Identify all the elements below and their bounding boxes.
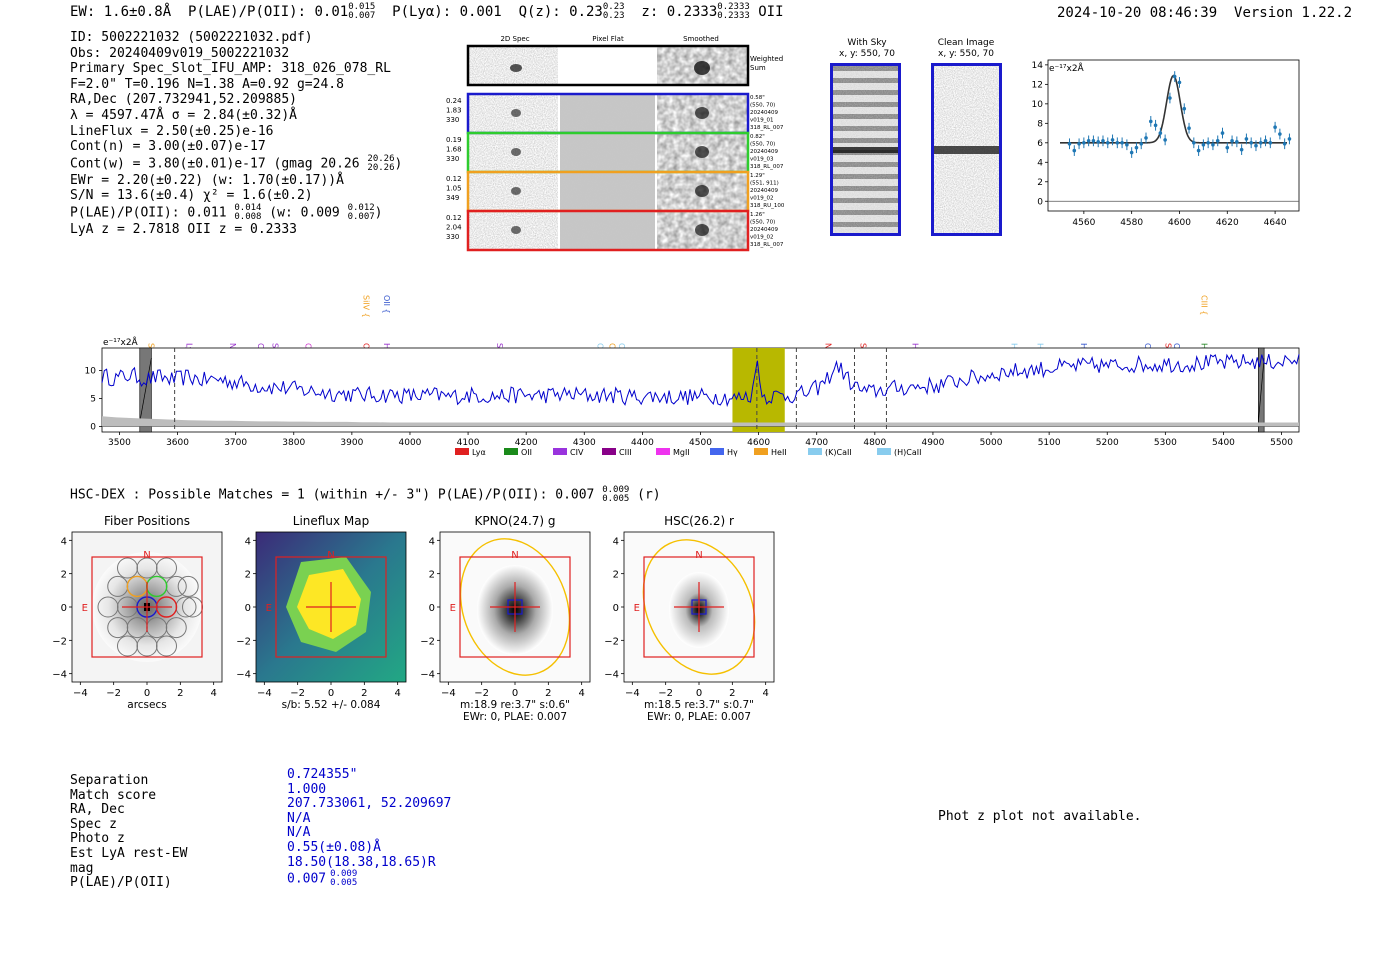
y-tick-label: 4	[244, 536, 251, 548]
header-z-range: 0.2333 0.2333	[717, 2, 750, 21]
info-obs: Obs: 20240409v019_5002221032	[70, 45, 290, 61]
match-label: P(LAE)/P(OII)	[70, 875, 172, 891]
data-point	[1101, 139, 1105, 143]
x-tick-label: 4560	[1072, 218, 1096, 228]
full-spectrum-chart	[80, 275, 1320, 465]
match-value: 0.55(±0.08)Å	[287, 839, 381, 855]
x-tick-label: −2	[106, 688, 122, 699]
image-panel	[236, 514, 406, 711]
data-point	[1144, 136, 1148, 140]
match-label: mag	[70, 860, 94, 876]
cutout-right-stat: 318_RL_007	[750, 242, 784, 248]
legend-swatch	[504, 448, 518, 455]
match-labels	[70, 774, 187, 891]
line-fit-unit: e⁻¹⁷x2Å	[1049, 64, 1084, 74]
y-tick-label: 0	[244, 603, 251, 614]
legend-swatch	[754, 448, 768, 455]
info-radec: RA,Dec (207.732941,52.209885)	[70, 92, 297, 108]
image-panel	[604, 514, 775, 723]
data-point	[1245, 137, 1249, 141]
header-plya: P(Lyα): 0.001	[392, 4, 502, 20]
y-tick-label: 6	[1037, 138, 1043, 149]
x-tick-label: 3900	[340, 438, 364, 448]
x-tick-label: 5000	[979, 438, 1003, 448]
east-marker: E	[81, 603, 88, 614]
y-tick-label: −2	[420, 636, 435, 648]
data-point	[1087, 139, 1091, 143]
legend-label: Lyα	[472, 448, 486, 457]
data-point	[1221, 131, 1225, 135]
y-tick-label: −2	[604, 636, 619, 648]
panel-caption: m:18.9 re:3.7" s:0.6"	[460, 699, 570, 711]
with-sky-title: With Sky x, y: 550, 70	[839, 38, 895, 59]
x-tick-label: −4	[256, 688, 272, 699]
data-point	[1096, 140, 1100, 144]
info-fparams: F=2.0" T=0.196 N=1.38 A=0.92 g=24.8	[70, 76, 344, 92]
cutout-left-stat: 330	[446, 233, 460, 241]
image-panel	[52, 514, 222, 711]
y-tick-label: 10	[1031, 99, 1043, 110]
emission-line-label: CIII {	[1199, 295, 1209, 316]
cutout-left-stat: 0.12	[446, 175, 462, 183]
match-label: Spec z	[70, 816, 117, 832]
match-value: N/A	[287, 825, 311, 841]
clean-image-title: Clean Image x, y: 550, 70	[937, 38, 995, 59]
panel-caption-2: EWr: 0, PLAE: 0.007	[462, 711, 568, 723]
legend-label: MgII	[673, 448, 690, 457]
data-point	[1154, 123, 1158, 127]
x-tick-label: 4	[394, 688, 401, 699]
y-tick-label: 14	[1031, 60, 1043, 71]
cutout-row	[446, 172, 785, 211]
x-tick-label: 5100	[1037, 438, 1061, 448]
data-point	[1278, 132, 1282, 136]
y-tick-label: 4	[60, 536, 67, 548]
cutout-source-smoothed	[695, 107, 709, 119]
x-tick-label: 2	[729, 688, 736, 699]
image-panel	[420, 514, 590, 723]
header-summary	[70, 3, 784, 21]
cutout-pixelflat-noise	[560, 134, 655, 171]
x-tick-label: 4	[210, 688, 217, 699]
data-point	[1120, 141, 1124, 145]
x-tick-label: −4	[72, 688, 88, 699]
north-marker: N	[695, 550, 703, 561]
match-label: RA, Dec	[70, 802, 125, 818]
data-point	[1077, 142, 1081, 146]
clean-image	[933, 65, 1001, 235]
data-point	[1135, 146, 1139, 150]
legend-label: OII	[521, 448, 533, 457]
cutout-left-stat: 0.19	[446, 136, 462, 144]
cutout-source	[511, 109, 521, 117]
cutout-left-stat: 0.12	[446, 214, 462, 222]
cutout-grid	[440, 32, 800, 257]
header-z-line: OII	[758, 4, 784, 20]
with-sky-image	[832, 65, 900, 235]
info-lineflux: LineFlux = 2.50(±0.25)e-16	[70, 123, 274, 139]
east-marker: E	[449, 603, 456, 614]
data-point	[1125, 143, 1129, 147]
hsc-dex-summary: HSC-DEX : Possible Matches = 1 (within +/- 3") P(LAE)/P(OII): 0.007 0.009 0.005 (r)	[70, 485, 661, 504]
weighted-sum-row	[468, 46, 783, 85]
data-point	[1235, 140, 1239, 144]
data-point	[1283, 142, 1287, 146]
x-tick-label: 3600	[166, 438, 189, 448]
x-tick-label: −2	[290, 688, 306, 699]
match-values	[287, 768, 451, 888]
y-tick-label: 0	[90, 422, 96, 433]
data-point	[1225, 146, 1229, 150]
match-label: Est LyA rest-EW	[70, 845, 188, 861]
cutout-right-stat: 20240409	[750, 149, 778, 155]
cutout-source	[511, 187, 521, 195]
x-tick-label: −2	[474, 688, 490, 699]
cutout-source-smoothed	[695, 224, 709, 236]
x-tick-label: 4700	[805, 438, 829, 448]
north-marker: N	[511, 550, 519, 561]
x-tick-label: 5200	[1095, 438, 1119, 448]
cutout-right-stat: v019_01	[750, 117, 774, 124]
header-plae-range: 0.015 0.007	[348, 2, 376, 21]
legend-label: CIV	[570, 448, 584, 457]
x-tick-label: 4400	[630, 438, 654, 448]
y-tick-label: −2	[52, 636, 67, 648]
version: Version 1.22.2	[1234, 5, 1353, 21]
data-point	[1173, 75, 1177, 79]
data-point	[1192, 141, 1196, 145]
x-tick-label: 4	[762, 688, 769, 699]
x-tick-label: 4600	[747, 438, 771, 448]
x-tick-label: 4580	[1120, 218, 1144, 228]
y-tick-label: −4	[52, 669, 67, 681]
panel-title: Lineflux Map	[292, 514, 370, 528]
x-tick-label: 0	[695, 688, 703, 699]
cutout-right-stat: (550, 70)	[750, 141, 776, 148]
cutout-source-smoothed	[695, 185, 709, 197]
emission-line-label: SiIV {	[361, 295, 371, 318]
y-tick-label: 2	[1037, 177, 1043, 188]
y-tick-label: 10	[84, 366, 96, 377]
data-point	[1206, 141, 1210, 145]
y-tick-label: −4	[420, 669, 435, 681]
col-pixelflat-label: Pixel Flat	[592, 35, 624, 43]
x-tick-label: 0	[511, 688, 519, 699]
weighted-sum-label: Weighted	[750, 55, 784, 63]
y-tick-label: 12	[1031, 80, 1043, 91]
info-sn: S/N = 13.6(±0.4) χ² = 1.6(±0.2)	[70, 188, 313, 204]
header-plae-value: 0.01	[314, 4, 349, 20]
match-value: 207.733061, 52.209697	[287, 796, 452, 812]
panel-title: HSC(26.2) r	[664, 514, 734, 528]
cutout-row	[446, 94, 784, 133]
x-tick-label: 4200	[514, 438, 538, 448]
info-id: ID: 5002221032 (5002221032.pdf)	[70, 30, 313, 45]
data-point	[1273, 125, 1277, 129]
north-marker: N	[143, 550, 151, 561]
x-tick-label: 4620	[1215, 218, 1239, 228]
match-value: 0.007 0.009 0.005	[287, 869, 358, 889]
match-value: N/A	[287, 810, 311, 826]
data-point	[1240, 148, 1244, 152]
legend-swatch	[877, 448, 891, 455]
data-point	[1106, 141, 1110, 145]
panel-title: Fiber Positions	[103, 514, 191, 528]
cutout-left-stat: 1.05	[446, 184, 462, 193]
match-label: Match score	[70, 787, 157, 803]
data-point	[1202, 143, 1206, 147]
info-plae: P(LAE)/P(OII): 0.011 0.014 0.008 (w: 0.009 0.012 0.007 )	[70, 202, 383, 222]
y-tick-label: 4	[428, 536, 435, 548]
cutout-left-stat: 0.24	[446, 97, 462, 105]
x-tick-label: 5500	[1270, 438, 1294, 448]
data-point	[1178, 81, 1182, 85]
x-tick-label: 4	[578, 688, 585, 699]
legend-swatch	[553, 448, 567, 455]
imaging-panels	[30, 510, 800, 725]
match-value: 1.000	[287, 781, 327, 797]
y-tick-label: 0	[612, 603, 619, 614]
panel-caption: m:18.5 re:3.7" s:0.7"	[644, 699, 754, 711]
data-point	[1216, 139, 1220, 143]
cutout-right-stat: 0.82"	[750, 134, 765, 140]
x-tick-label: 4000	[398, 438, 422, 448]
x-tick-label: 4640	[1263, 218, 1287, 228]
cutout-left-stat: 330	[446, 116, 460, 124]
data-point	[1254, 144, 1258, 148]
legend-swatch	[656, 448, 670, 455]
cutout-right-stat: 1.26"	[750, 212, 765, 218]
data-point	[1116, 141, 1120, 145]
cutout-right-stat: 0.58"	[750, 95, 765, 101]
line-fit-frame	[1048, 60, 1299, 211]
cutout-left-stat: 330	[446, 155, 460, 163]
x-tick-label: 3700	[224, 438, 248, 448]
x-tick-label: 0	[327, 688, 335, 699]
col-smoothed-label: Smoothed	[683, 35, 719, 43]
cutout-left-stat: 1.68	[446, 145, 462, 154]
header-qz: Q(z): 0.23	[518, 4, 603, 20]
legend-swatch	[808, 448, 822, 455]
y-tick-label: 2	[428, 569, 435, 581]
x-tick-label: −4	[624, 688, 640, 699]
y-tick-label: −4	[236, 669, 251, 681]
line-highlight-band	[732, 348, 784, 432]
x-tick-label: 5400	[1212, 438, 1235, 448]
x-tick-label: −2	[658, 688, 674, 699]
data-point	[1197, 149, 1201, 153]
y-tick-label: 8	[1037, 119, 1043, 130]
y-tick-label: 2	[612, 569, 619, 581]
header-qz-range: 0.23 0.23	[602, 2, 625, 21]
cutout-source	[511, 226, 521, 234]
photz-message: Phot z plot not available.	[938, 809, 1142, 824]
y-tick-label: 0	[428, 603, 435, 614]
x-tick-label: 2	[177, 688, 184, 699]
legend-swatch	[455, 448, 469, 455]
x-tick-label: 4800	[863, 438, 887, 448]
x-tick-label: 3800	[282, 438, 306, 448]
data-point	[1259, 141, 1263, 145]
y-tick-label: −4	[604, 669, 619, 681]
legend-label: Hγ	[727, 448, 738, 457]
x-tick-label: 3500	[107, 438, 131, 448]
x-tick-label: 5300	[1153, 438, 1177, 448]
cutout-right-stat: 318_RL_007	[750, 125, 784, 131]
x-tick-label: 4600	[1168, 218, 1191, 228]
match-value: 18.50(18.38,18.65)R	[287, 854, 436, 870]
panel-caption-2: EWr: 0, PLAE: 0.007	[646, 711, 752, 723]
line-fit-chart	[1030, 55, 1330, 235]
spectrum-unit: e⁻¹⁷x2Å	[103, 338, 138, 348]
panel-title: KPNO(24.7) g	[474, 514, 556, 528]
cutout-source	[511, 148, 521, 156]
cutout-pixelflat-noise	[560, 95, 655, 132]
cutout-right-stat: v019_03	[750, 156, 774, 163]
cutout-right-stat: (550, 70)	[750, 219, 776, 226]
info-primary: Primary Spec_Slot_IFU_AMP: 318_026_078_RL	[70, 61, 391, 77]
legend-swatch	[710, 448, 724, 455]
data-point	[1187, 126, 1191, 130]
north-marker: N	[327, 550, 335, 561]
cutout-left-stat: 349	[446, 194, 460, 202]
header-plae-label: P(LAE)/P(OII):	[188, 4, 307, 20]
data-point	[1130, 151, 1134, 155]
x-tick-label: −4	[440, 688, 456, 699]
cutout-right-stat: 20240409	[750, 188, 778, 194]
x-tick-label: 0	[143, 688, 151, 699]
data-point	[1230, 139, 1234, 143]
east-marker: E	[633, 603, 640, 614]
data-point	[1111, 138, 1115, 142]
x-tick-label: 2	[545, 688, 552, 699]
data-point	[1139, 142, 1143, 146]
x-tick-label: 2	[361, 688, 368, 699]
data-point	[1182, 107, 1186, 111]
data-point	[1149, 120, 1153, 124]
data-point	[1211, 143, 1215, 147]
data-point	[1264, 139, 1268, 143]
panel-caption: s/b: 5.52 +/- 0.084	[281, 699, 381, 711]
info-lambda: λ = 4597.47Å σ = 2.84(±0.32)Å	[70, 107, 297, 123]
data-point	[1072, 149, 1076, 153]
cutout-left-stat: 1.83	[446, 106, 462, 115]
cutout-right-stat: (551, 911)	[750, 180, 779, 187]
legend-swatch	[602, 448, 616, 455]
data-point	[1163, 138, 1167, 142]
info-ewr: EWr = 2.20(±0.22) (w: 1.70(±0.17))Å	[70, 172, 344, 188]
cutout-right-stat: 1.29"	[750, 173, 765, 179]
y-tick-label: −2	[236, 636, 251, 648]
cutout-source-smoothed	[695, 146, 709, 158]
cutout-right-stat: v019_02	[750, 195, 774, 202]
y-tick-label: 0	[60, 603, 67, 614]
cutout-pixelflat-noise	[560, 173, 655, 210]
data-point	[1168, 96, 1172, 100]
match-value: 0.724355"	[287, 767, 358, 782]
cutout-row	[446, 211, 784, 250]
cutout-row	[446, 133, 784, 172]
data-point	[1249, 141, 1253, 145]
x-tick-label: 4500	[689, 438, 712, 448]
east-marker: E	[265, 603, 272, 614]
y-tick-label: 2	[244, 569, 251, 581]
header-meta	[1057, 5, 1352, 21]
cutout-right-stat: v019_02	[750, 234, 774, 241]
cutout-left-stat: 2.04	[446, 223, 462, 232]
info-contn: Cont(n) = 3.00(±0.07)e-17	[70, 139, 266, 155]
legend-label: HeII	[771, 448, 787, 457]
cutout-right-stat: (550, 70)	[750, 102, 776, 109]
match-label: Separation	[70, 773, 149, 788]
data-point	[1068, 142, 1072, 146]
emission-line-label: OII {	[381, 295, 391, 314]
svg-text:Sum: Sum	[750, 64, 766, 72]
y-tick-label: 2	[60, 569, 67, 581]
match-label: Photo z	[70, 831, 125, 847]
header-ew: EW: 1.6±0.8Å	[70, 4, 172, 20]
data-point	[1092, 139, 1096, 143]
panel-caption: arcsecs	[127, 699, 167, 711]
data-point	[1082, 141, 1086, 145]
data-point	[1269, 141, 1273, 145]
y-tick-label: 4	[1037, 158, 1043, 169]
header-z: z: 0.2333	[641, 4, 718, 20]
data-point	[1159, 131, 1163, 135]
x-tick-label: 4300	[572, 438, 596, 448]
col-2dspec-label: 2D Spec	[500, 35, 530, 43]
timestamp: 2024-10-20 08:46:39	[1057, 5, 1218, 21]
legend-label: CIII	[619, 448, 632, 457]
legend-label: (K)CaII	[825, 448, 852, 457]
x-tick-label: 4100	[456, 438, 480, 448]
y-tick-label: 0	[1037, 197, 1043, 208]
cutout-right-stat: 318_RU_100	[750, 203, 785, 209]
info-contw: Cont(w) = 3.80(±0.01)e-17 (gmag 20.26 20.26 20.26 )	[70, 153, 403, 173]
cutout-pixelflat-noise	[560, 212, 655, 249]
legend-label: (H)CaII	[894, 448, 922, 457]
detection-info	[70, 30, 402, 238]
cutout-right-stat: 20240409	[750, 110, 778, 116]
x-tick-label: 4900	[921, 438, 945, 448]
sky-images	[830, 63, 1005, 238]
y-tick-label: 5	[90, 394, 96, 405]
info-lyaz: LyA z = 2.7818 OII z = 0.2333	[70, 221, 297, 237]
data-point	[1288, 137, 1292, 141]
y-tick-label: 4	[612, 536, 619, 548]
cutout-right-stat: 20240409	[750, 227, 778, 233]
cutout-right-stat: 318_RL_007	[750, 164, 784, 170]
